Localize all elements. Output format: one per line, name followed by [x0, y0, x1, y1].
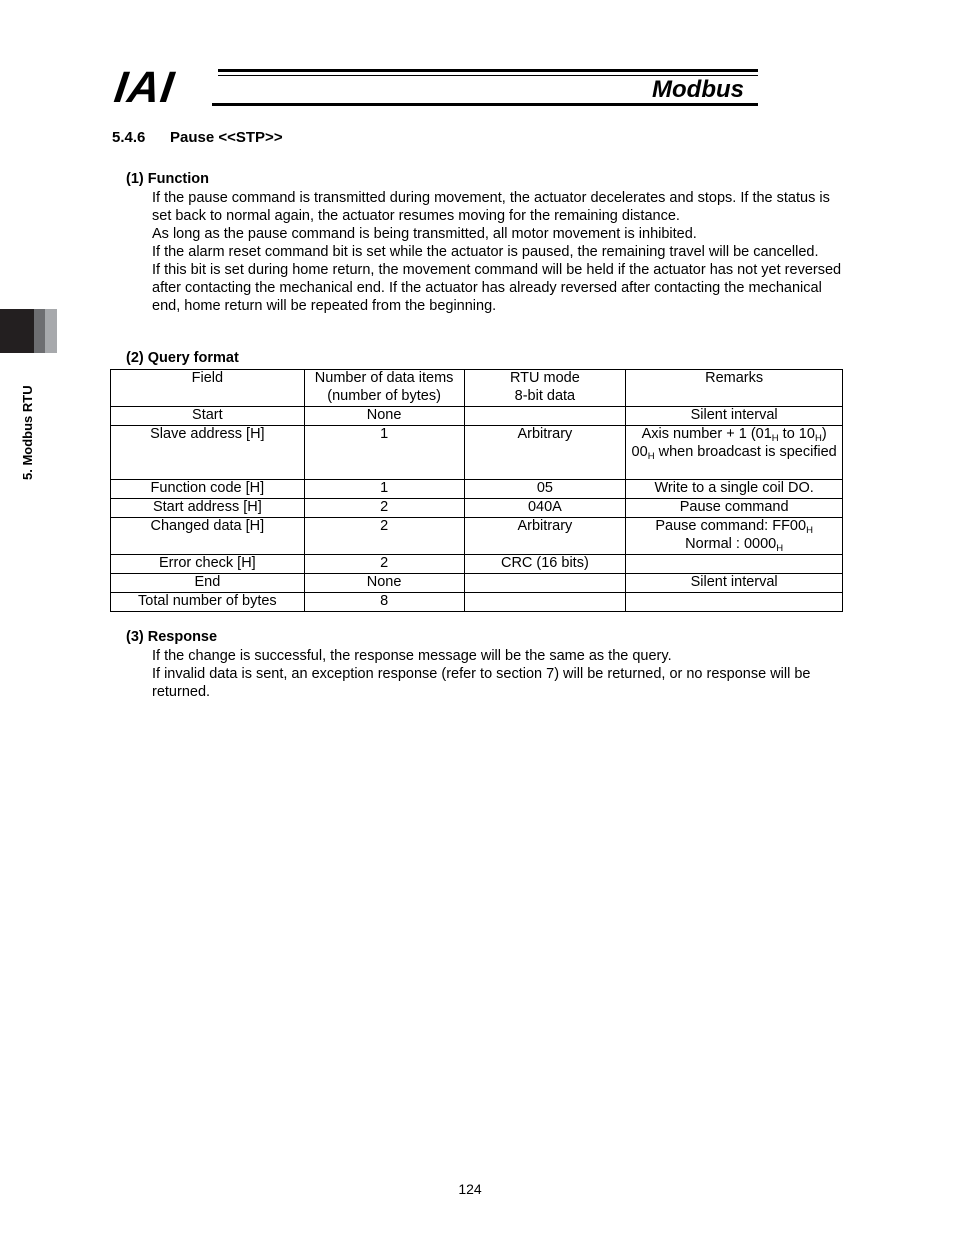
function-line: If this bit is set during home return, the movement command will be held if the actuator has not yet reversed after contacting the mechanical end. If the actuator has already reversed after contacting the mechanical end, home return will be repeated from the beginning. [152, 262, 842, 314]
cell-count: 8 [304, 593, 464, 612]
cell-count: None [304, 574, 464, 593]
section-heading: Pause <<STP>> [170, 129, 283, 146]
cell-rtu: Arbitrary [464, 518, 626, 555]
cell-rtu: CRC (16 bits) [464, 555, 626, 574]
cell-field: Error check [H] [111, 555, 305, 574]
section-number: 5.4.6 [112, 129, 146, 146]
chapter-side-label: 5. Modbus RTU [20, 385, 35, 480]
function-line: If the alarm reset command bit is set while the actuator is paused, the remaining travel will be cancelled. [152, 244, 819, 260]
cell-count: 1 [304, 426, 464, 480]
cell-count: 2 [304, 518, 464, 555]
chapter-tab-light [45, 309, 57, 353]
response-heading: (3) Response [126, 629, 218, 645]
cell-remarks: Axis number + 1 ($01_H$ to $10_H$) $00_H$ when broadcast is specified [626, 426, 843, 480]
cell-count: 2 [304, 555, 464, 574]
cell-remarks: Write to a single coil DO. [626, 480, 843, 499]
cell-remarks: Pause command: $FF00_H$ Normal : $0000_H$ [626, 518, 843, 555]
query-format-table [110, 369, 843, 612]
cell-remarks: Silent interval [626, 574, 843, 593]
column-header-count: Number of data items (number of bytes) [304, 370, 464, 407]
function-line: As long as the pause command is being transmitted, all motor movement is inhibited. [152, 226, 697, 242]
cell-count: 2 [304, 499, 464, 518]
table-row [111, 574, 843, 593]
header-title: Modbus [652, 76, 744, 103]
table-row [111, 593, 843, 612]
table-row [111, 499, 843, 518]
cell-rtu [464, 574, 626, 593]
cell-field: Changed data [H] [111, 518, 305, 555]
cell-remarks: Silent interval [626, 407, 843, 426]
table-header-row [111, 370, 843, 407]
cell-field: Slave address [H] [111, 426, 305, 480]
cell-field: Start address [H] [111, 499, 305, 518]
section-title [112, 129, 283, 146]
cell-field: Start [111, 407, 305, 426]
cell-rtu: Arbitrary [464, 426, 626, 480]
chapter-tab-dark [0, 309, 34, 353]
cell-rtu: 05 [464, 480, 626, 499]
table-row [111, 518, 843, 555]
chapter-tab-mid [34, 309, 45, 353]
cell-field: End [111, 574, 305, 593]
function-heading: (1) Function [126, 171, 209, 187]
column-header-field: Field [111, 370, 305, 407]
cell-count: None [304, 407, 464, 426]
cell-rtu: 040A [464, 499, 626, 518]
column-header-rtu: RTU mode 8-bit data [464, 370, 626, 407]
table-row [111, 480, 843, 499]
cell-rtu [464, 593, 626, 612]
cell-remarks [626, 593, 843, 612]
function-text [152, 189, 842, 315]
table-row [111, 555, 843, 574]
table-row [111, 426, 843, 480]
cell-count: 1 [304, 480, 464, 499]
column-header-remarks: Remarks [626, 370, 843, 407]
function-line: If the pause command is transmitted during movement, the actuator decelerates and stops. If the status is set back to normal again, the actuator resumes moving for the remaining distance. [152, 190, 830, 224]
table-row [111, 407, 843, 426]
cell-remarks: Pause command [626, 499, 843, 518]
cell-field: Total number of bytes [111, 593, 305, 612]
header-rule-top [218, 69, 758, 72]
iai-logo: IAI [111, 63, 178, 112]
response-line: If the change is successful, the response message will be the same as the query. [152, 648, 672, 664]
cell-remarks [626, 555, 843, 574]
cell-rtu [464, 407, 626, 426]
cell-field: Function code [H] [111, 480, 305, 499]
query-format-heading: (2) Query format [126, 350, 239, 366]
response-line: If invalid data is sent, an exception response (refer to section 7) will be returned, or no response will be returned. [152, 666, 811, 700]
response-text [152, 647, 842, 701]
page-number: 124 [458, 1181, 482, 1197]
